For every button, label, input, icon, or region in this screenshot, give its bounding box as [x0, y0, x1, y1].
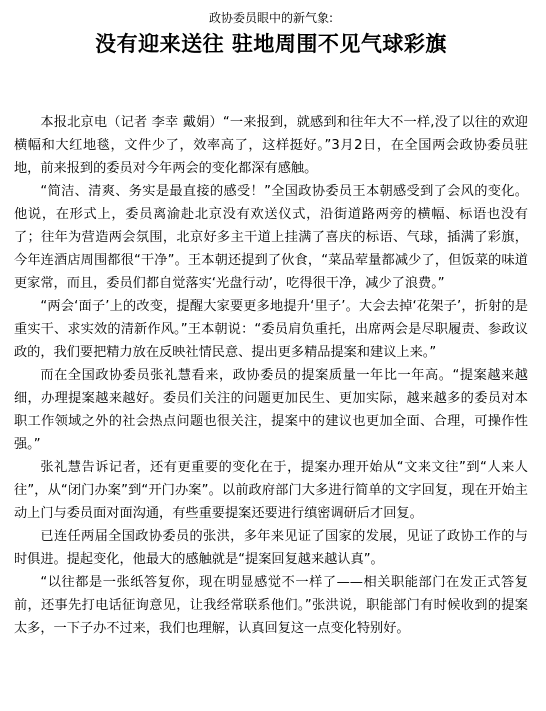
- article-paragraph: “简洁、清爽、务实是最直接的感受！”全国政协委员王本朝感受到了会风的变化。他说，在形式上，委员离渝赴北京没有欢送仪式，沿街道路两旁的横幅、标语也没有了；往年为营造两会氛围，北京好多主干道上挂满了喜庆的标语、气球，插满了彩旗，今年连酒店周围都很“干净”。王本朝还提到了伙食，“菜品荤量都减少了，但饭菜的味道更家常，而且，委员们都自觉落实‘光盘行动’，吃得很干净，减少了浪费。”: [14, 184, 528, 291]
- article-paragraph: “两会‘面子’上的改变，提醒大家要更多地提升‘里子’。大会去掉‘花架子’，折射的是重实干、求实效的清新作风。”王本朝说：“委员肩负重托，出席两会是尽职履责、参政议政的，我们要把精力放在反映社情民意、提出更多精品提案和建议上来。”: [14, 299, 528, 360]
- article-paragraph: 已连任两届全国政协委员的张洪，多年来见证了国家的发展，见证了政协工作的与时俱进。提起变化，他最大的感触就是“提案回复越来越认真”。: [14, 529, 528, 567]
- article-body: [14, 111, 528, 640]
- article-paragraph: 张礼慧告诉记者，还有更重要的变化在于，提案办理开始从“文来文往”到“人来人往”，从“闭门办案”到“开门办案”。以前政府部门大多进行简单的文字回复，现在开始主动上门与委员面对面沟通，有些重要提案还要进行缜密调研后才回复。: [14, 460, 528, 521]
- article-paragraph: 本报北京电（记者 李幸 戴娟）“一来报到，就感到和往年大不一样,没了以往的欢迎横幅和大红地毯，文件少了，效率高了，这样挺好。”3月2日，在全国两会政协委员驻地，前来报到的委员对今年两会的变化都深有感触。: [14, 115, 528, 176]
- article-paragraph: “以往都是一张纸答复你，现在明显感觉不一样了——相关职能部门在发正式答复前，还事先打电话征询意见，让我经常联系他们。”张洪说，职能部门有时候收到的提案太多，一下子办不过来，我们也理解，认真回复这一点变化特别好。: [14, 575, 528, 636]
- article-paragraph: 而在全国政协委员张礼慧看来，政协委员的提案质量一年比一年高。“提案越来越细，办理提案越来越好。委员们关注的问题更加民生、更加实际，越来越多的委员对本职工作领域之外的社会热点问题也很关注，提案中的建议也更加全面、合理，可操作性强。”: [14, 368, 528, 452]
- article-headline: 没有迎来送往 驻地周围不见气球彩旗: [95, 32, 447, 56]
- article-kicker: 政协委员眼中的新气象:: [208, 11, 334, 25]
